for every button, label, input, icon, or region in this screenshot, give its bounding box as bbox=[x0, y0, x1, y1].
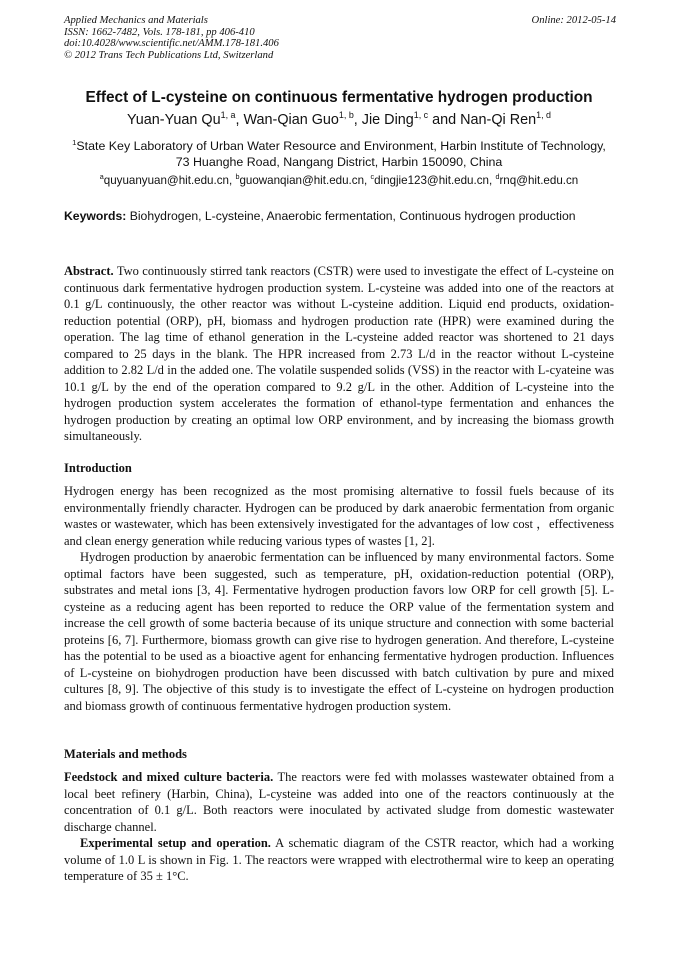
author-sup: 1, c bbox=[413, 110, 429, 121]
section-heading-methods: Materials and methods bbox=[64, 747, 187, 761]
author-sup: 1, b bbox=[338, 110, 354, 121]
email-link[interactable]: guowanqian@hit.edu.cn bbox=[239, 174, 365, 187]
author-name: Yuan-Yuan Qu bbox=[126, 112, 221, 128]
author-sup: 1, a bbox=[220, 110, 236, 121]
methods-setup-text: A schematic diagram of the CSTR reactor, which had a working volume of 1.0 L is shown in Fig. 1. The reactors were wrapped with electrothermal wire to keep an operating temperature of 35 ± 1°C. bbox=[64, 836, 614, 883]
methods-feedstock-label: Feedstock and mixed culture bacteria. bbox=[64, 770, 274, 784]
email-link[interactable]: rnq@hit.edu.cn bbox=[499, 174, 579, 187]
email-sup: b bbox=[235, 172, 240, 182]
author-name: Jie Ding bbox=[361, 112, 414, 128]
author-name: Nan-Qi Ren bbox=[460, 112, 537, 128]
author-sup: 1, d bbox=[536, 110, 551, 121]
introduction-body bbox=[64, 483, 614, 714]
email-link[interactable]: quyuanyuan@hit.edu.cn bbox=[103, 174, 229, 187]
keywords-label: Keywords: bbox=[64, 209, 127, 223]
section-heading-introduction: Introduction bbox=[64, 461, 132, 475]
introduction-paragraph-2: Hydrogen production by anaerobic fermentation can be influenced by many environmental factors. Some optimal factors have been suggested, such as temperature, pH, oxidation-reduction potential (ORP), substrates and metal ions [3, 4]. Fermentative hydrogen production favors low ORP for cell growth [5]. L-cysteine as a reducing agent has been reported to reduce the ORP value of the fermentation system and increase the cell growth of some bacteria because of its unique structure and connection with some bacterial proteins [6, 7]. Furthermore, biomass growth can give rise to hydrogen generation. And therefore, L-cysteine has the potential to be used as a bioactive agent for enhancing fermentative hydrogen production. Influences of L-cysteine on biohydrogen production have been discussed with batch cultivation by pure and mixed cultures [8, 9]. The objective of this study is to investigate the effect of L-cysteine on hydrogen production and biomass growth of continuous fermentative hydrogen production system. bbox=[64, 550, 614, 713]
keywords-text: Biohydrogen, L-cysteine, Anaerobic fermentation, Continuous hydrogen production bbox=[126, 209, 576, 223]
affiliation-sup: 1 bbox=[72, 137, 77, 147]
email-sup: a bbox=[99, 172, 104, 182]
paper-title: Effect of L-cysteine on continuous fermentative hydrogen production bbox=[85, 89, 593, 106]
journal-doi: doi:10.4028/www.scientific.net/AMM.178-181.406 bbox=[64, 38, 279, 50]
methods-body bbox=[64, 769, 614, 885]
keywords bbox=[64, 209, 624, 223]
affiliation-line-2: 73 Huanghe Road, Nangang District, Harbin 150090, China bbox=[175, 155, 503, 169]
email-sup: d bbox=[495, 172, 500, 182]
author-list: Yuan-Yuan Qu$^{1, a}$, Wan-Qian Guo$^{1, b}$, Jie Ding$^{1, c}$ and Nan-Qi Ren$^{1, d}$ bbox=[126, 110, 551, 128]
methods-feedstock-text: The reactors were fed with molasses wastewater obtained from a local beet refinery (Harbin, China), L-cysteine was added into one of the reactors continuously at the concentration of 0.1 g/L. Both reactors were inoculated by activated sludge from domestic wastewater discharge channel. bbox=[64, 770, 614, 834]
introduction-paragraph-1: Hydrogen energy has been recognized as the most promising alternative to fossil fuels because of its environmentally friendly character. Hydrogen can be produced by dark anaerobic fermentation from organic wastes or wastewater, which has been extensively investigated for the advantages of low cost ，effectiveness and clean energy generation while reducing various types of wastes [1, 2]. bbox=[64, 484, 614, 548]
affiliation bbox=[40, 138, 638, 170]
abstract-label: Abstract. bbox=[64, 264, 114, 278]
email-sup: c bbox=[370, 172, 375, 182]
online-date: Online: 2012-05-14 bbox=[531, 15, 616, 26]
journal-copyright: © 2012 Trans Tech Publications Ltd, Switzerland bbox=[64, 49, 274, 61]
journal-name: Applied Mechanics and Materials bbox=[64, 15, 208, 26]
author-emails: $^a$quyuanyuan@hit.edu.cn, $^b$guowanqian@hit.edu.cn, $^c$dingjie123@hit.edu.cn, $^d$rnq@hit.edu.cn bbox=[99, 172, 579, 187]
abstract bbox=[64, 263, 614, 445]
journal-header bbox=[64, 15, 616, 61]
journal-issn: ISSN: 1662-7482, Vols. 178-181, pp 406-410 bbox=[64, 26, 255, 38]
abstract-text: Two continuously stirred tank reactors (CSTR) were used to investigate the effect of L-cysteine on continuous dark fermentative hydrogen production system. L-cysteine was added into one of the reactors at 0.1 g/L continuously, the other reactor was without L-cysteine addition. Liquid end products, oxidation-reduction potential (ORP), pH, biomass and hydrogen production rate (HPR) were examined during the operation. The lag time of ethanol generation in the L-cysteine added reactor was shortened to 21 days compared to 25 days in the blank. The HPR increased from 2.73 L/d in the reactor without L-cysteine addition to 2.82 L/d in the added one. The volatile suspended solids (VSS) in the reactor with L-cyateine was 10.1 g/L by the end of the operation compared to 9.2 g/L in the other. Addition of L-cysteine into the hydrogen production system accelerates the formation of ethanol-type fermentation and enhances the hydrogen production by creating an optimal low ORP environment, and by increasing the biomass growth simultaneously. bbox=[64, 264, 614, 443]
email-link[interactable]: dingjie123@hit.edu.cn bbox=[374, 174, 489, 187]
author-name: Wan-Qian Guo bbox=[243, 112, 339, 128]
methods-setup-label: Experimental setup and operation. bbox=[80, 836, 271, 850]
affiliation-line-1: State Key Laboratory of Urban Water Resource and Environment, Harbin Institute of Technology, bbox=[76, 139, 606, 153]
